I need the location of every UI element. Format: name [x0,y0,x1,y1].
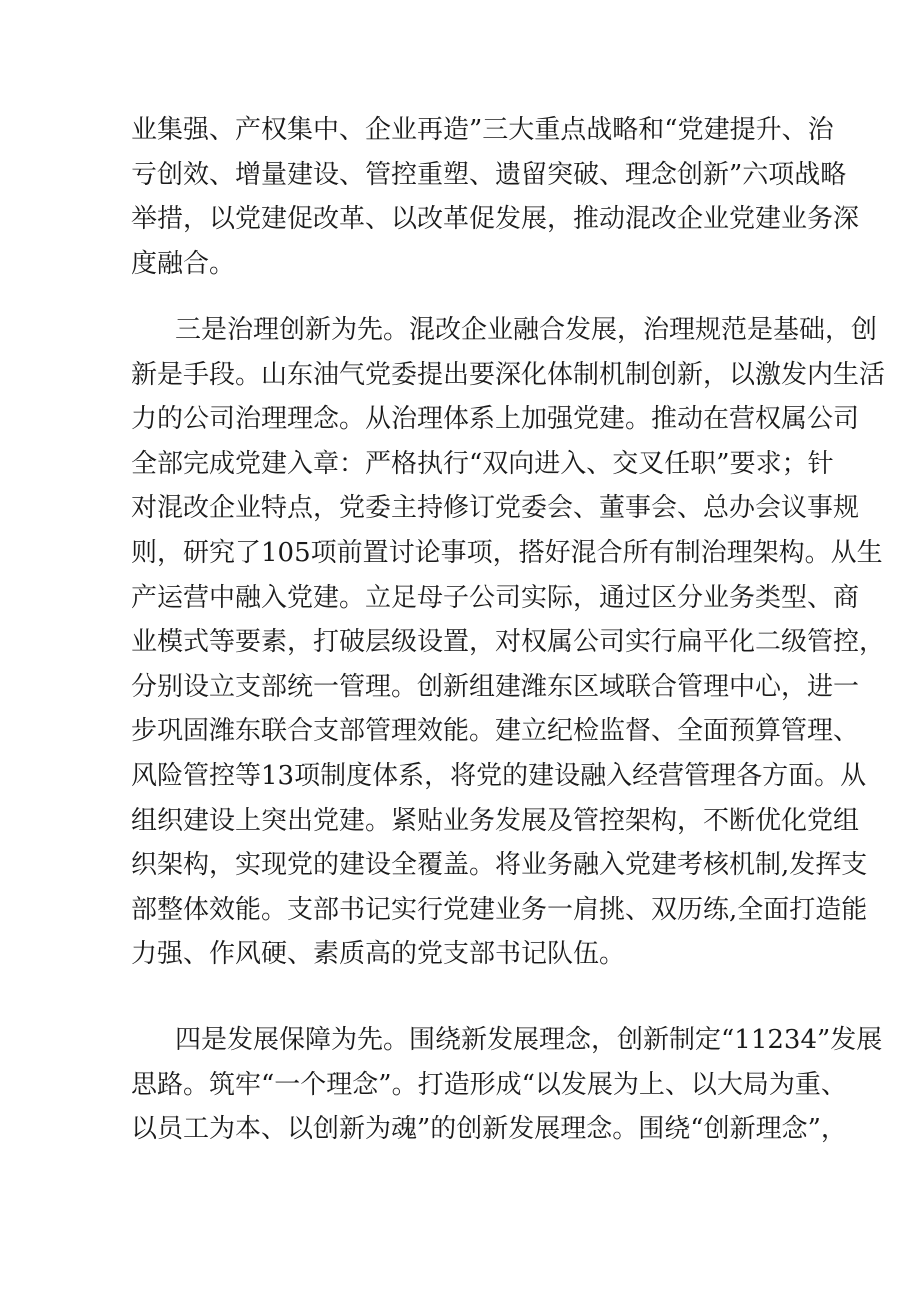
paragraph-line: 以员工为本、以创新为魂”的创新发展理念。围绕“创新理念”， [131,1114,847,1145]
paragraph-line: 部整体效能。支部书记实行党建业务一肩挑、双历练,全面打造能 [131,894,868,925]
paragraph-line: 举措，以党建促改革、以改革促发展，推动混改企业党建业务深 [131,204,860,235]
paragraph-development-guarantee [131,1018,883,1152]
paragraph-line: 思路。筑牢“一个理念”。打造形成“以发展为上、以大局为重、 [131,1069,847,1100]
paragraph-line: 四是发展保障为先。围绕新发展理念，创新制定“11234”发展 [175,1025,883,1055]
paragraph-line: 业模式等要素，打破层级设置，对权属公司实行扁平化二级管控， [131,627,886,658]
paragraph-line: 力强、作风硬、素质高的党支部书记队伍。 [131,939,626,970]
paragraph-line: 度融合。 [131,248,236,279]
paragraph-governance-innovation [131,308,886,977]
paragraph-line: 则，研究了105项前置讨论事项，搭好混合所有制治理架构。从生 [131,537,883,568]
paragraph-line: 分别设立支部统一管理。创新组建潍东区域联合管理中心，进一 [131,671,860,702]
paragraph-line: 织架构，实现党的建设全覆盖。将业务融入党建考核机制,发挥支 [131,850,868,881]
paragraph-strategy-continuation [131,108,860,286]
paragraph-line: 亏创效、增量建设、管控重塑、遗留突破、理念创新”六项战略 [131,159,847,190]
paragraph-line: 产运营中融入党建。立足母子公司实际，通过区分业务类型、商 [131,582,860,613]
paragraph-line: 三是治理创新为先。混改企业融合发展，治理规范是基础，创 [175,315,878,345]
paragraph-line: 新是手段。山东油气党委提出要深化体制机制创新，以激发内生活 [131,359,886,390]
paragraph-line: 风险管控等13项制度体系，将党的建设融入经营管理各方面。从 [131,760,867,791]
paragraph-line: 力的公司治理理念。从治理体系上加强党建。推动在营权属公司 [131,404,860,435]
paragraph-line: 步巩固潍东联合支部管理效能。建立纪检监督、全面预算管理、 [131,716,860,747]
paragraph-line: 对混改企业特点，党委主持修订党委会、董事会、总办会议事规 [131,493,860,524]
paragraph-line: 组织建设上突出党建。紧贴业务发展及管控架构，不断优化党组 [131,805,860,836]
paragraph-line: 业集强、产权集中、企业再造”三大重点战略和“党建提升、治 [131,115,834,145]
paragraph-line: 全部完成党建入章：严格执行“双向进入、交叉任职”要求；针 [131,448,834,479]
